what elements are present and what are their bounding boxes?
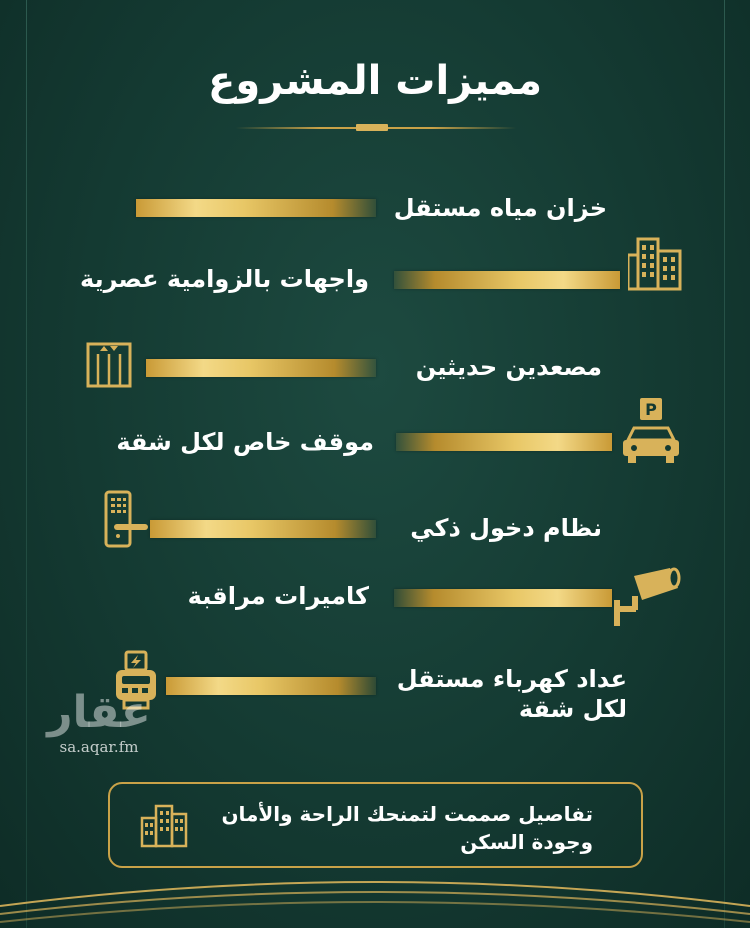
feature-bar-1 [136,199,376,217]
feature-label-7-line2: لكل شقة [518,695,627,723]
page-title: مميزات المشروع [208,58,542,104]
parking-car-icon [620,396,682,466]
feature-label-5: نظام دخول ذكي [410,514,602,542]
feature-bar-5 [150,520,376,538]
feature-label-6: كاميرات مراقبة [187,582,369,610]
smart-lock-icon [104,490,150,548]
info-text [221,800,593,856]
buildings-icon [140,804,188,852]
feature-label-3: مصعدين حديثين [415,353,602,381]
feature-label-7-line1: عداد كهرباء مستقل [396,665,627,693]
elevator-icon [86,342,132,388]
frame-line-right [724,0,725,928]
aqar-watermark [34,687,164,756]
feature-bar-4 [396,433,612,451]
feature-bar-2 [394,271,620,289]
feature-bar-6 [394,589,612,607]
aqar-url: sa.aqar.fm [59,738,139,756]
feature-bar-3 [146,359,376,377]
feature-label-1: خزان مياه مستقل [393,194,607,222]
frame-line-left [26,0,27,928]
bottom-gold-wave [0,858,750,928]
title-underline-mark [356,124,388,131]
info-text-line2: وجودة السكن [460,830,593,854]
security-camera-icon [612,566,682,628]
feature-label-7 [397,664,627,724]
feature-bar-7 [166,677,376,695]
building-icon [628,237,684,291]
info-box [108,782,643,868]
svg-text:P: P [645,400,657,419]
feature-label-4: موقف خاص لكل شقة [116,428,374,456]
feature-label-2: واجهات بالزوامية عصرية [80,265,369,293]
info-text-line1: تفاصيل صممت لتمنحك الراحة والأمان [221,802,593,826]
aqar-logo: عقار [47,687,151,738]
